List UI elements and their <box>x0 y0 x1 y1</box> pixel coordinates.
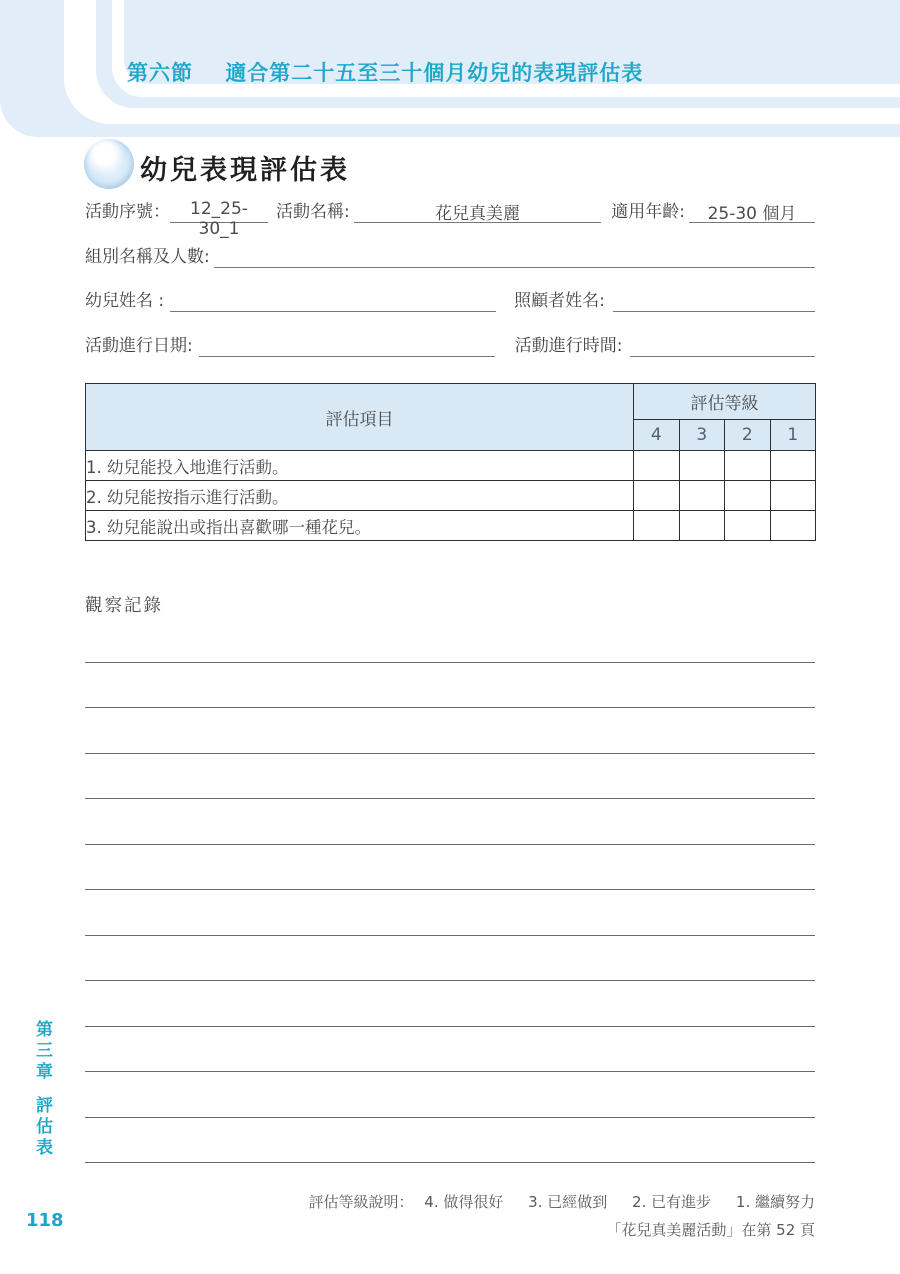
carer-name-label: 照顧者姓名: <box>514 291 605 311</box>
section-title: 適合第二十五至三十個月幼兒的表現評估表 <box>225 61 644 85</box>
date-label: 活動進行日期: <box>85 336 193 356</box>
score-cell <box>725 511 771 541</box>
date-blank <box>199 333 495 357</box>
writing-line <box>85 753 815 754</box>
grade-2-cell: 2 <box>725 420 771 451</box>
legend-item: 2. 已有進步 <box>632 1193 712 1211</box>
score-cell <box>770 511 816 541</box>
writing-line <box>85 662 815 663</box>
writing-line <box>85 707 815 708</box>
item-text: 3. 幼兒能說出或指出喜歡哪一種花兒。 <box>86 511 634 541</box>
score-cell <box>634 481 680 511</box>
table-row <box>86 481 816 511</box>
time-blank <box>630 333 815 357</box>
grade-3-cell: 3 <box>679 420 725 451</box>
observation-label: 觀察記錄 <box>85 596 163 616</box>
score-cell <box>725 481 771 511</box>
score-cell <box>634 511 680 541</box>
score-cell <box>634 451 680 481</box>
grade-1-cell: 1 <box>770 420 816 451</box>
legend-item: 1. 繼續努力 <box>735 1193 815 1211</box>
time-label: 活動進行時間: <box>514 336 623 356</box>
activity-name-value: 花兒真美麗 <box>354 199 602 223</box>
item-text: 1. 幼兒能投入地進行活動。 <box>86 451 634 481</box>
writing-line <box>85 1026 815 1027</box>
legend-label: 評估等級說明： <box>308 1193 414 1211</box>
activity-no-label: 活動序號： <box>85 202 170 222</box>
grade-header-cell: 評估等級 <box>634 384 816 420</box>
child-name-label: 幼兒姓名 : <box>85 291 165 311</box>
group-blank <box>214 244 815 268</box>
section-heading <box>127 57 643 87</box>
legend-item: 4. 做得很好 <box>424 1193 504 1211</box>
sidebar-chapter: 第三章 <box>32 1020 52 1083</box>
sidebar-section: 評估表 <box>32 1096 52 1159</box>
table-row <box>86 511 816 541</box>
carer-name-blank <box>613 288 815 312</box>
form-row-names <box>85 288 815 312</box>
form-row-datetime <box>85 333 815 357</box>
score-cell <box>770 451 816 481</box>
item-header-cell: 評估項目 <box>86 384 634 451</box>
section-label: 第六節 <box>127 61 193 85</box>
form-row-activity <box>85 199 815 239</box>
score-cell <box>679 511 725 541</box>
score-cell <box>679 481 725 511</box>
writing-line <box>85 1117 815 1118</box>
writing-line <box>85 798 815 799</box>
bubble-icon <box>84 139 134 189</box>
grade-4-cell: 4 <box>634 420 680 451</box>
assessment-table <box>85 383 816 541</box>
writing-line <box>85 980 815 981</box>
table-header-row <box>86 384 816 420</box>
writing-line <box>85 889 815 890</box>
page-number: 118 <box>26 1210 64 1231</box>
page-title: 幼兒表現評估表 <box>140 155 350 186</box>
writing-line <box>85 935 815 936</box>
form-row-group <box>85 244 815 268</box>
age-value: 25-30 個月 <box>689 199 815 223</box>
child-name-blank <box>170 288 496 312</box>
legend-item: 3. 已經做到 <box>528 1193 608 1211</box>
activity-reference: 「花兒真美麗活動」在第 52 頁 <box>606 1221 815 1239</box>
writing-line <box>85 844 815 845</box>
table-row <box>86 451 816 481</box>
writing-line <box>85 1071 815 1072</box>
score-cell <box>679 451 725 481</box>
score-cell <box>725 451 771 481</box>
activity-name-label: 活動名稱: <box>276 202 350 222</box>
group-label: 組別名稱及人數: <box>85 247 210 267</box>
age-label: 適用年齡: <box>611 202 685 222</box>
writing-line <box>85 1162 815 1163</box>
activity-no-value: 12_25-30_1 <box>170 199 268 223</box>
grade-legend <box>308 1191 815 1212</box>
item-text: 2. 幼兒能按指示進行活動。 <box>86 481 634 511</box>
score-cell <box>770 481 816 511</box>
